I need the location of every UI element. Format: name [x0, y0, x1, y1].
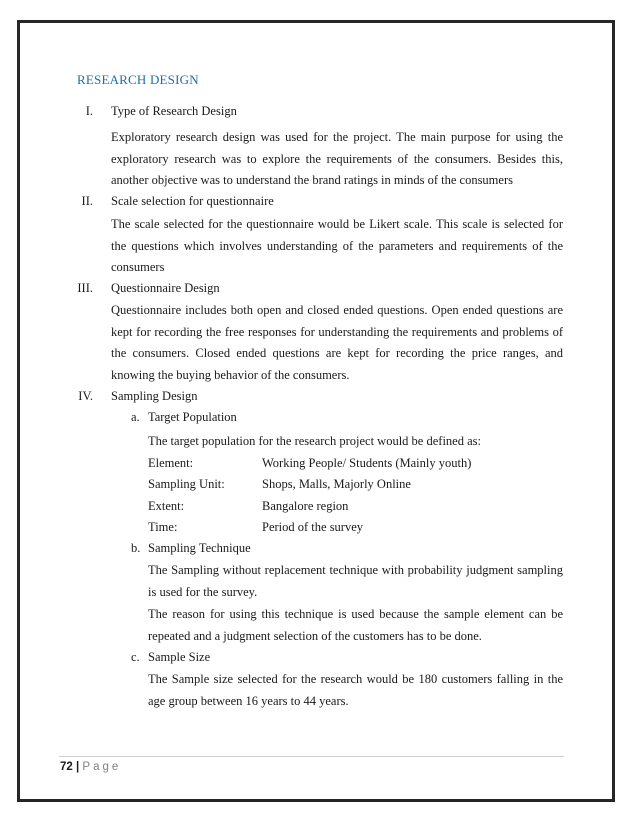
- paragraph-line: The Sampling without replacement technique with probability judgment sampling: [148, 563, 563, 577]
- paragraph-line: The scale selected for the questionnaire would be Likert scale. This scale is selected for: [111, 217, 563, 231]
- paragraph-line: is used for the survey.: [148, 585, 258, 599]
- definition-key: Element:: [148, 456, 194, 470]
- paragraph-line: exploratory research was to explore the requirements of the consumers. Besides this,: [111, 152, 563, 166]
- paragraph-line: knowing the buying behavior of the consumers.: [111, 368, 350, 382]
- definition-value: Shops, Malls, Majorly Online: [262, 477, 411, 491]
- paragraph-line: the questions which involves understanding of the parameters and requirements of the: [111, 239, 563, 253]
- definition-key: Sampling Unit:: [148, 477, 225, 491]
- section-title: Type of Research Design: [111, 104, 237, 118]
- paragraph-line: the consumers. Closed ended questions are kept for recording the price ranges, and: [111, 346, 563, 360]
- subsection-title: Sampling Technique: [148, 541, 251, 555]
- definition-value: Period of the survey: [262, 520, 364, 534]
- subsection-label: c.: [131, 650, 140, 664]
- section-title: Sampling Design: [111, 389, 198, 403]
- paragraph-line: Questionnaire includes both open and closed ended questions. Open ended questions are: [111, 303, 563, 317]
- paragraph-line: age group between 16 years to 44 years.: [148, 694, 349, 708]
- paragraph-line: The target population for the research project would be defined as:: [148, 434, 481, 448]
- page-footer: [60, 761, 121, 773]
- paragraph-line: The Sample size selected for the research would be 180 customers falling in the: [148, 672, 563, 686]
- section-title: Questionnaire Design: [111, 281, 220, 295]
- footer-separator: |: [76, 761, 80, 773]
- footer-divider: [59, 756, 564, 757]
- definition-value: Working People/ Students (Mainly youth): [262, 456, 472, 470]
- paragraph-line: Exploratory research design was used for the project. The main purpose for using the: [111, 130, 563, 144]
- paragraph-line: another objective was to understand the brand ratings in minds of the consumers: [111, 173, 513, 187]
- page-label: Page: [82, 761, 122, 773]
- paragraph-line: repeated and a judgment selection of the customers has to be done.: [148, 629, 482, 643]
- subsection-title: Sample Size: [148, 650, 211, 664]
- paragraph-line: consumers: [111, 260, 165, 274]
- section-number: I.: [85, 104, 93, 118]
- definition-value: Bangalore region: [262, 499, 349, 513]
- paragraph-line: The reason for using this technique is used because the sample element can be: [148, 607, 563, 621]
- definition-key: Extent:: [148, 499, 185, 513]
- section-title: Scale selection for questionnaire: [111, 194, 274, 208]
- section-number: II.: [81, 194, 93, 208]
- paragraph-line: kept for recording the free responses for understanding the requirements and problems of: [111, 325, 563, 339]
- subsection-title: Target Population: [148, 410, 237, 424]
- definition-key: Time:: [148, 520, 178, 534]
- section-number: III.: [77, 281, 93, 295]
- section-number: IV.: [78, 389, 93, 403]
- subsection-label: a.: [131, 410, 140, 424]
- subsection-label: b.: [131, 541, 141, 555]
- section-heading: RESEARCH DESIGN: [77, 72, 199, 87]
- page-number: 72: [60, 761, 73, 773]
